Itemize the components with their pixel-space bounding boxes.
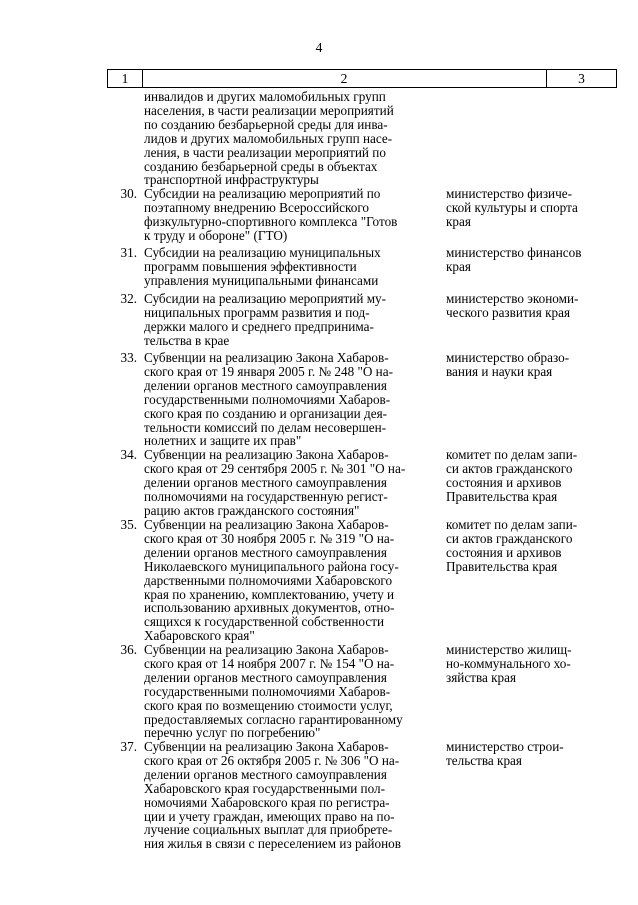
text-line: зяйства края	[446, 669, 517, 685]
text-line: рацию актов гражданского состояния"	[144, 502, 360, 518]
text-line: министерство физиче-	[446, 186, 572, 201]
row-number: 31.	[120, 245, 137, 260]
text-line: перечню услуг по погребению"	[144, 725, 321, 741]
text-line: ского края от 14 ноября 2007 г. № 154 "О на-	[144, 655, 395, 671]
text-line: транспортной инфраструктуры	[144, 172, 319, 188]
header-col-1: 1	[108, 70, 143, 87]
text-line: физкультурно-спортивного комплекса "Готов	[144, 213, 398, 229]
text-line: комитет по делам запи-	[446, 517, 578, 532]
text-line: нолетних и защите их прав"	[144, 433, 302, 449]
text-line: ского края от 19 января 2005 г. № 248 "О на-	[144, 363, 393, 379]
text-line: делении органов местного самоуправления	[144, 474, 387, 490]
text-line: министерство строи-	[446, 739, 564, 754]
text-line: министерство жилищ-	[446, 642, 572, 657]
text-line: состояния и архивов	[446, 474, 562, 490]
text-line: Субвенции на реализацию Закона Хабаров-	[144, 739, 389, 754]
row-description	[144, 740, 434, 851]
text-line: Субвенции на реализацию Закона Хабаров-	[144, 447, 389, 462]
text-line: комитет по делам запи-	[446, 447, 578, 462]
row-number: 32.	[120, 291, 137, 306]
row-responsible	[446, 246, 616, 274]
text-line: Субсидии на реализацию мероприятий по	[144, 186, 381, 201]
text-line: Хабаровского края"	[144, 628, 255, 644]
row-description	[144, 643, 434, 740]
text-line: управления муниципальными финансами	[144, 272, 379, 288]
row-responsible	[446, 187, 616, 229]
text-line: но-коммунального хо-	[446, 655, 571, 671]
row-description	[144, 351, 434, 448]
text-line: министерство экономи-	[446, 291, 579, 306]
text-line: ского края от 30 ноября 2005 г. № 319 "О на-	[144, 530, 395, 546]
row-description	[144, 246, 434, 288]
text-line: Субсидии на реализацию муниципальных	[144, 245, 381, 260]
table-header	[107, 69, 617, 88]
text-line: делении органов местного самоуправления	[144, 544, 387, 560]
text-line: тельности комиссий по делам несовершен-	[144, 419, 387, 435]
text-line: Николаевского муниципального района госу-	[144, 558, 399, 574]
continuation-text	[144, 90, 434, 187]
row-responsible	[446, 448, 616, 504]
row-number: 36.	[120, 642, 137, 657]
text-line: Субвенции на реализацию Закона Хабаров-	[144, 350, 389, 365]
text-line: ния жилья в связи с переселением из районов	[144, 836, 401, 852]
row-number: 30.	[120, 186, 137, 201]
text-line: Правительства края	[446, 558, 558, 574]
text-line: Субвенции на реализацию Закона Хабаров-	[144, 642, 389, 657]
text-line: ческого развития края	[446, 304, 571, 320]
row-number: 35.	[120, 517, 137, 532]
text-line: по созданию безбарьерной среды для инва-	[144, 116, 388, 132]
text-line: ции и учету граждан, имеющих право на по-	[144, 808, 395, 824]
text-line: министерство финансов	[446, 245, 582, 260]
page-number: 4	[315, 40, 323, 55]
text-line: си актов гражданского	[446, 530, 573, 546]
text-line: вания и науки края	[446, 363, 553, 379]
text-line: ской культуры и спорта	[446, 199, 578, 215]
text-line: си актов гражданского	[446, 460, 573, 476]
text-line: держки малого и среднего предпринима-	[144, 318, 374, 334]
text-line: программ повышения эффективности	[144, 258, 357, 274]
text-line: министерство образо-	[446, 350, 570, 365]
text-line: к труду и обороне" (ГТО)	[144, 227, 288, 243]
text-line: края	[446, 258, 471, 274]
row-responsible	[446, 740, 616, 768]
text-line: ниципальных программ развития и под-	[144, 304, 370, 320]
text-line: тельства края	[446, 752, 522, 768]
text-line: ского края от 26 октября 2005 г. № 306 "О на-	[144, 752, 400, 768]
text-line: Хабаровского края государственными пол-	[144, 780, 385, 796]
text-line: ления, в части реализации мероприятий по	[144, 144, 386, 160]
row-responsible	[446, 518, 616, 574]
row-number: 33.	[120, 350, 137, 365]
row-responsible	[446, 351, 616, 379]
text-line: Субсидии на реализацию мероприятий му-	[144, 291, 387, 306]
row-responsible	[446, 643, 616, 685]
text-line: созданию безбарьерной среды в объектах	[144, 158, 378, 174]
text-line: государственными полномочиями Хабаров-	[144, 683, 391, 699]
text-line: тельства в крае	[144, 332, 230, 348]
row-description	[144, 292, 434, 348]
text-line: дарственными полномочиями Хабаровского	[144, 572, 393, 588]
text-line: края по хранению, комплектованию, учету и	[144, 586, 395, 602]
text-line: края	[446, 213, 471, 229]
text-line: инвалидов и других маломобильных групп	[144, 89, 386, 104]
text-line: использованию архивных документов, отно-	[144, 600, 395, 616]
row-description	[144, 448, 434, 518]
text-line: ского края по созданию и организации дея-	[144, 405, 388, 421]
text-line: полномочиями на государственную регист-	[144, 488, 388, 504]
text-line: ского края по возмещению стоимости услуг,	[144, 697, 393, 713]
text-line: лучение социальных выплат для приобрете-	[144, 822, 393, 838]
text-line: Субвенции на реализацию Закона Хабаров-	[144, 517, 389, 532]
text-line: делении органов местного самоуправления	[144, 377, 387, 393]
text-line: сящихся к государственной собственности	[144, 614, 385, 630]
row-number: 34.	[120, 447, 137, 462]
text-line: Правительства края	[446, 488, 558, 504]
header-col-2: 2	[142, 70, 547, 87]
row-description	[144, 187, 434, 243]
row-description	[144, 518, 434, 643]
text-line: поэтапному внедрению Всероссийского	[144, 199, 370, 215]
row-number: 37.	[120, 739, 137, 754]
text-line: предоставляемых согласно гарантированному	[144, 711, 403, 727]
row-responsible	[446, 292, 616, 320]
text-line: делении органов местного самоуправления	[144, 669, 387, 685]
header-col-3: 3	[578, 71, 585, 86]
text-line: населения, в части реализации мероприятий	[144, 102, 394, 118]
text-line: ского края от 29 сентября 2005 г. № 301 "О на-	[144, 460, 406, 476]
text-line: государственными полномочиями Хабаров-	[144, 391, 391, 407]
text-line: лидов и других маломобильных групп насе-	[144, 130, 393, 146]
text-line: номочиями Хабаровского края по регистра-	[144, 794, 390, 810]
text-line: состояния и архивов	[446, 544, 562, 560]
text-line: делении органов местного самоуправления	[144, 766, 387, 782]
